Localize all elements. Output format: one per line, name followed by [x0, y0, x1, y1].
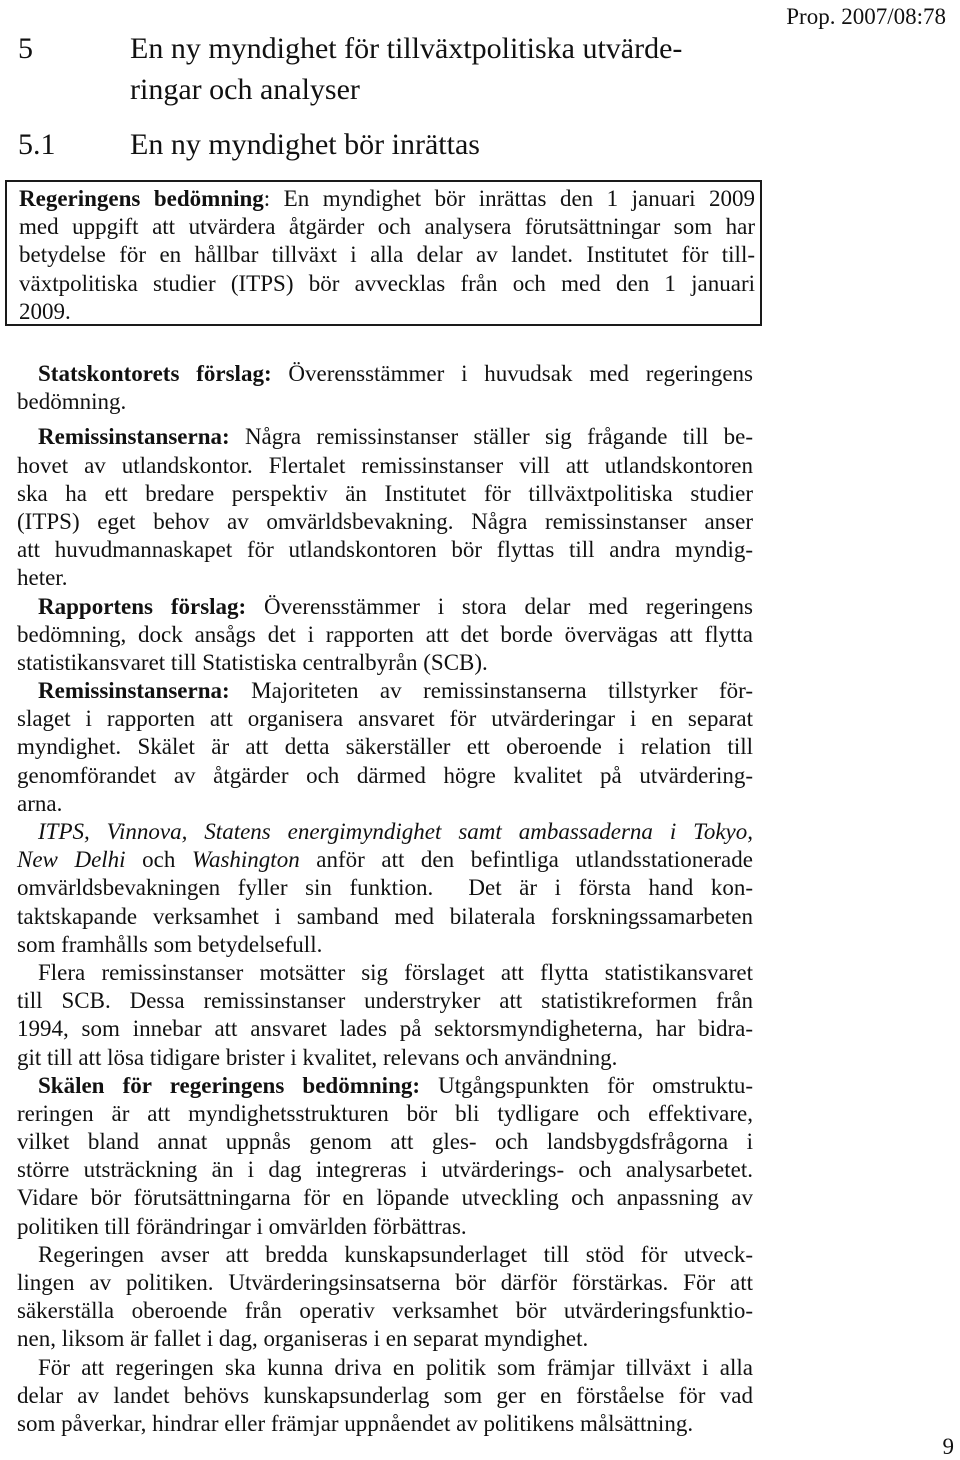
section-title: En ny myndighet bör inrättas: [130, 128, 480, 161]
paragraph-rapportens-forslag: [17, 593, 753, 678]
text-line: lingen av politiken. Utvärderingsinsatserna bör därför förstärkas. För att: [17, 1270, 753, 1295]
text-line: delar av landet behövs kunskapsunderlag som ger en förståelse för vad: [17, 1382, 753, 1408]
proposition-reference: Prop. 2007/08:78: [786, 4, 946, 29]
text-line: arna.: [17, 790, 63, 816]
text-line: politiken till förändringar i omvärlden förbättras.: [17, 1213, 467, 1239]
text-line: För att regeringen ska kunna driva en politik som främjar tillväxt i alla: [38, 1354, 753, 1380]
paragraph-label: Remissinstanserna:: [38, 424, 230, 450]
text-line: större utsträckning än i dag integreras i utvärderings- och analysarbetet.: [17, 1157, 753, 1183]
text-line: med uppgift att utvärdera åtgärder och analysera förutsättningar som har: [19, 214, 755, 240]
text-line: Remissinstanserna: Majoriteten av remissinstanserna tillstyrker för-: [38, 678, 753, 704]
text-line: som påverkar, hindrar eller främjar uppnåendet av politikens målsättning.: [17, 1410, 694, 1436]
government-assessment-box: [5, 180, 762, 326]
paragraph-label: Statskontorets förslag:: [38, 361, 272, 386]
text-line: Regeringens bedömning: En myndighet bör inrättas den 1 januari 2009: [19, 186, 755, 211]
text-line: bedömning.: [17, 389, 127, 415]
page-number: 9: [942, 1434, 954, 1459]
text-line: Remissinstanserna: Några remissinstanser ställer sig frågande till be-: [38, 424, 753, 450]
paragraph-regeringen-avser: [17, 1241, 753, 1354]
text-line: växtpolitiska studier (ITPS) bör avvecklas från och med den 1 januari: [19, 270, 755, 296]
body-text: [17, 360, 753, 1438]
text-line: Regeringen avser att bredda kunskapsunderlaget till stöd för utveck-: [38, 1241, 753, 1267]
text-line: slaget i rapporten att organisera ansvaret för utvärderingar i en separat: [17, 706, 753, 732]
section-number: 5.1: [18, 128, 56, 161]
paragraph-label: Skälen för regeringens bedömning:: [38, 1072, 421, 1098]
text-line: genomförandet av åtgärder och därmed högre kvalitet på utvärdering-: [17, 762, 753, 788]
text-line: taktskapande verksamhet i samband med bilaterala forskningssamarbeten: [17, 903, 753, 929]
chapter-title: [130, 28, 798, 110]
text-line: Statskontorets förslag: Överensstämmer i huvudsak med regeringens: [38, 361, 753, 386]
text-line: nen, liksom är fallet i dag, organiseras i en separat myndighet.: [17, 1326, 589, 1352]
text-line: Flera remissinstanser motsätter sig förslaget att flytta statistikansvaret: [38, 959, 753, 985]
assessment-label: Regeringens bedömning: [19, 186, 264, 211]
paragraph-remissinstanserna-2: [17, 677, 753, 818]
text-line: git till att lösa tidigare brister i kvalitet, relevans och användning.: [17, 1044, 618, 1070]
text-line: ITPS, Vinnova, Statens energimyndighet samt ambassaderna i Tokyo,: [38, 819, 753, 844]
text-line: 1994, som innebar att ansvaret lades på sektorsmyndigheterna, har bidra-: [17, 1016, 753, 1042]
text-line: Rapportens förslag: Överensstämmer i stora delar med regeringens: [38, 593, 753, 619]
text-line: säkerställa oberoende från operativ verksamhet bör utvärderingsfunktio-: [17, 1298, 753, 1324]
paragraph-label: Remissinstanserna:: [38, 678, 230, 704]
text-line: myndighet. Skälet är att detta säkerställer ett oberoende i relation till: [17, 734, 753, 760]
text-line: reringen är att myndighetsstrukturen bör bli tydligare och effektivare,: [17, 1100, 753, 1126]
text-line: att huvudmannaskapet för utlandskontoren bör flyttas till andra myndig-: [17, 537, 753, 563]
text-line: statistikansvaret till Statistiska centralbyrån (SCB).: [17, 649, 488, 675]
text-line: 2009.: [19, 298, 71, 324]
section-heading: [18, 127, 798, 163]
text-line: ska ha ett bredare perspektiv än Institutet för tillväxtpolitiska studier: [17, 480, 753, 506]
paragraph-label: Rapportens förslag:: [38, 593, 247, 619]
paragraph-flera-remissinstanser: [17, 959, 753, 1072]
paragraph-remissinstanserna-1: [17, 423, 753, 592]
paragraph-statskontoret: [17, 360, 753, 416]
chapter-number: 5: [18, 32, 33, 65]
paragraph-skalen: [17, 1072, 753, 1241]
text-line: vilket bland annat uppnås genom att gles- och landsbygdsfrågorna i: [17, 1129, 753, 1155]
text-line: som framhålls som betydelsefull.: [17, 931, 323, 957]
text-line: New Delhi och Washington anför att den befintliga utlandsstationerade: [17, 847, 753, 873]
text-line: hovet av utlandskontor. Flertalet remissinstanser vill att utlandskontoren: [17, 452, 753, 478]
text-line: bedömning, dock ansågs det i rapporten att det borde övervägas att flytta: [17, 621, 753, 647]
text-line: Skälen för regeringens bedömning: Utgångspunkten för omstruktu-: [38, 1072, 754, 1098]
text-line: till SCB. Dessa remissinstanser understryker att statistikreformen från: [17, 988, 753, 1014]
text-line: betydelse för en hållbar tillväxt i alla delar av landet. Institutet för till-: [19, 242, 755, 268]
text-line: Vidare bör förutsättningarna för en löpande utveckling och anpassning av: [17, 1185, 753, 1211]
chapter-title-line: ringar och analyser: [130, 73, 360, 106]
paragraph-for-att: [17, 1354, 753, 1439]
chapter-heading: [18, 28, 798, 110]
text-line: (ITPS) eget behov av omvärldsbevakning. Några remissinstanser anser: [17, 508, 753, 534]
chapter-title-line: En ny myndighet för tillväxtpolitiska utvärde-: [130, 32, 683, 65]
text-line: heter.: [17, 565, 68, 591]
paragraph-itps: [17, 818, 753, 959]
text-line: omvärldsbevakningen fyller sin funktion. Det är i första hand kon-: [17, 875, 753, 901]
